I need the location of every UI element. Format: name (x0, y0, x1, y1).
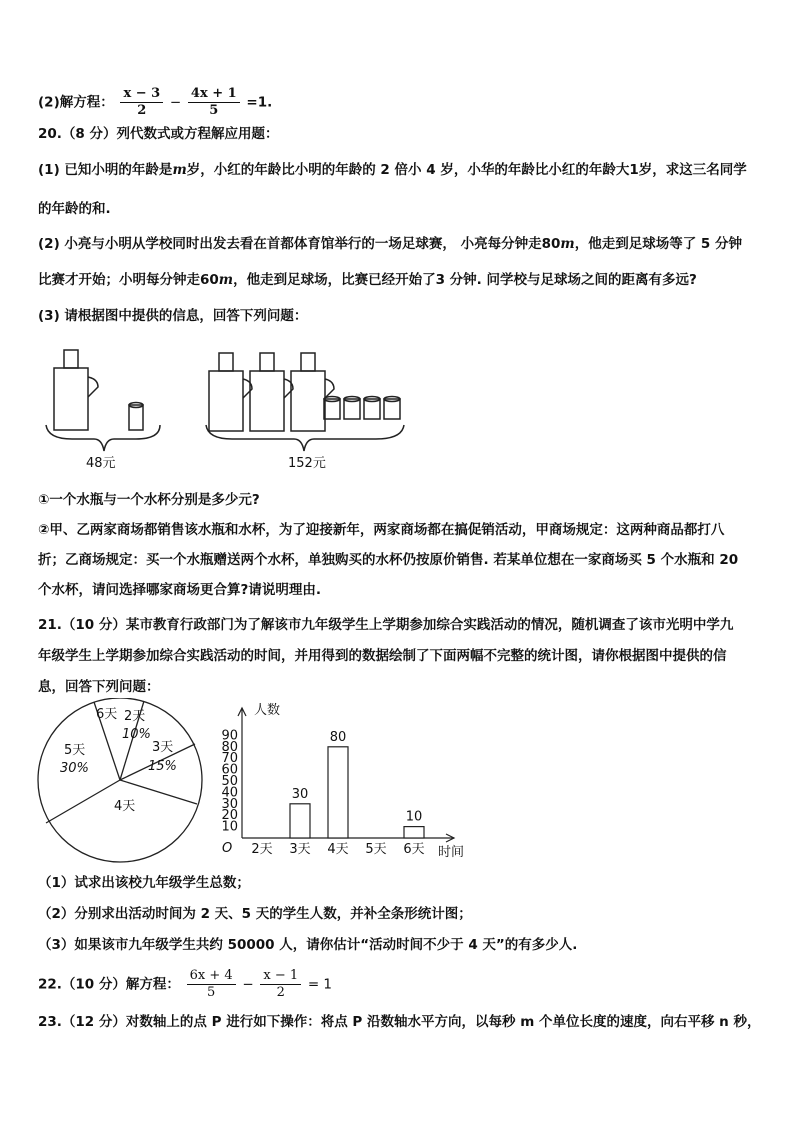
y-tick-label: 20 (221, 808, 238, 824)
q21-q3: （3）如果该市九年级学生共约 50000 人，请你估计“活动时间不少于 4 天”的有多少人. (38, 937, 578, 953)
pie-pct-2: 10% (122, 727, 151, 742)
bar (290, 804, 310, 838)
bottle-handle (88, 377, 98, 397)
q20-s2-line1: ②甲、乙两家商场都销售该水瓶和水杯，为了迎接新年，两家商场都在搞促销活动，甲商场规定：这两种商品都打八 (38, 522, 725, 538)
q22-equation: 22.（10 分）解方程： $\frac{6x + 4}{5}$ − $\frac{x - 1}{2}$ = 1 (38, 968, 333, 1000)
y-tick-label: 50 (221, 774, 238, 789)
pie-pct-5: 30% (60, 761, 89, 776)
x-tick-label: 4天 (327, 842, 349, 857)
q20-heading: 20.（8 分）列代数式或方程解应用题： (38, 126, 279, 142)
bar-data-label: 10 (405, 809, 423, 825)
q20-s1: ①一个水瓶与一个水杯分别是多少元? (38, 492, 260, 508)
fraction-1: $\frac{x - 3}{2}$ (120, 86, 163, 119)
bar (328, 747, 348, 838)
q20-p1-line2: 的年龄的和. (38, 201, 111, 217)
q21-line3: 息，回答下列问题： (38, 679, 160, 695)
bar-chart (212, 698, 472, 868)
bar-data-label: 80 (329, 729, 347, 745)
q23-line1: 23.（12 分）对数轴上的点 P 进行如下操作：将点 P 沿数轴水平方向，以每秒 m 个单位长度的速度，向右平移 n 秒， (38, 1014, 761, 1030)
q20-p3: (3) 请根据图中提供的信息，回答下列问题： (38, 308, 308, 324)
q20-s2-line2: 折；乙商场规定：买一个水瓶赠送两个水杯，单独购买的水杯仍按原价销售. 若某单位想在一家商场买 5 个水瓶和 20 (38, 552, 739, 568)
q20-p2-line2: 比赛才开始；小明每分钟走60m，他走到足球场，比赛已经开始了3 分钟. 问学校与足球场之间的距离有多远? (38, 272, 697, 288)
y-tick-label: 10 (221, 819, 238, 835)
x-tick-label: 6天 (403, 842, 425, 857)
pie-divider (46, 780, 120, 823)
pie-label-6: 6天 (96, 707, 118, 722)
pie-pct-3: 15% (148, 759, 177, 774)
q20-s2-line3: 个水杯，请问选择哪家商场更合算?请说明理由. (38, 582, 321, 598)
x-axis-label: 时间 (438, 845, 465, 860)
fraction-1: $\frac{6x + 4}{5}$ (187, 968, 236, 1001)
pie-label-3: 3天 (152, 740, 174, 755)
pie-chart (36, 698, 206, 868)
q21-q1: （1）试求出该校九年级学生总数； (38, 875, 250, 891)
x-tick-label: 3天 (289, 842, 311, 857)
price-1: 48元 (86, 456, 116, 471)
q20-p2-line1: (2) 小亮与小明从学校同时出发去看在首都体育馆举行的一场足球赛， 小亮每分钟走80m，他走到足球场等了 5 分钟 (38, 236, 743, 252)
brace-2 (206, 425, 404, 451)
bar-data-label: 30 (291, 786, 309, 802)
y-tick-label: 80 (221, 739, 238, 755)
y-axis-label: 人数 (254, 703, 281, 718)
y-tick-label: 70 (221, 751, 238, 767)
q21-line1: 21.（10 分）某市教育行政部门为了解该市九年级学生上学期参加综合实践活动的情况，随机调查了该市光明中学九 (38, 617, 734, 633)
fraction-2: $\frac{x - 1}{2}$ (260, 968, 301, 1001)
q19-label: (2)解方程： (38, 94, 114, 111)
q21-line2: 年级学生上学期参加综合实践活动的时间，并用得到的数据绘制了下面两幅不完整的统计图，请你根据图中提供的信 (38, 648, 727, 664)
bar (404, 827, 424, 838)
x-tick-label: 5天 (365, 842, 387, 857)
y-tick-label: 40 (221, 785, 238, 801)
cup (129, 405, 143, 430)
x-tick-label: 2天 (251, 842, 273, 857)
bottle-cup-illustration (36, 345, 416, 475)
origin-label: O (222, 841, 233, 856)
q20-p1-line1: (1) 已知小明的年龄是m岁，小红的年龄比小明的年龄的 2 倍小 4 岁，小华的年龄比小红的年龄大1岁，求这三名同学 (38, 162, 747, 178)
fraction-2: $\frac{4x + 1}{5}$ (188, 86, 240, 119)
pie-label-2: 2天 (124, 709, 146, 724)
bottle (54, 368, 88, 430)
y-tick-label: 60 (221, 762, 238, 778)
bottle-cap (64, 350, 78, 368)
q21-q2: （2）分别求出活动时间为 2 天、5 天的学生人数，并补全条形统计图； (38, 906, 472, 922)
y-tick-label: 30 (221, 796, 238, 812)
pie-label-5: 5天 (64, 743, 86, 758)
y-tick-label: 90 (221, 728, 238, 744)
price-2: 152元 (288, 456, 326, 471)
q19-equation: (2)解方程： $\frac{x - 3}{2}$ − $\frac{4x + 1}{5}$ =1. (38, 86, 273, 118)
pie-label-4: 4天 (114, 799, 136, 814)
